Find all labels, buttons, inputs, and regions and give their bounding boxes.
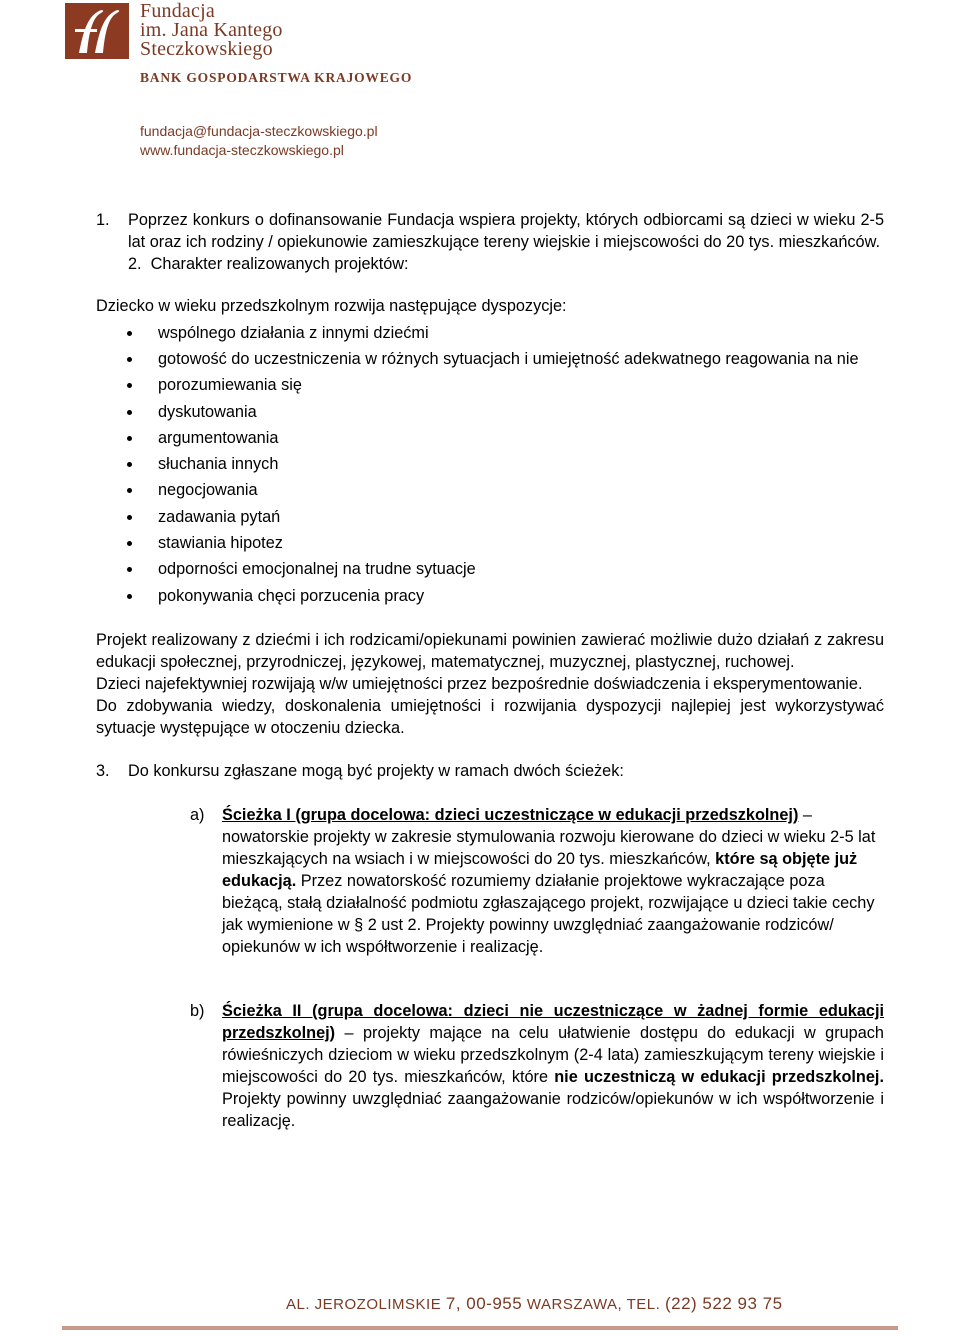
bullet-icon xyxy=(127,594,132,599)
paragraph-experience: Dzieci najefektywniej rozwijają w/w umiejętności przez bezpośrednie doświadczenia i eksperymentowanie. xyxy=(96,674,863,693)
bullet-icon xyxy=(127,515,132,520)
email-link[interactable]: fundacja@fundacja-steczkowskiego.pl xyxy=(140,123,378,139)
list-item: porozumiewania się xyxy=(96,372,884,398)
bullet-list xyxy=(96,320,884,609)
foundation-logo-icon xyxy=(65,3,129,59)
list-item: odporności emocjonalnej na trudne sytuacje xyxy=(96,556,884,582)
bullet-icon xyxy=(127,541,132,546)
path-b-text: Ścieżka II (grupa docelowa: dzieci nie uczestniczące w żadnej formie edukacji przedszkolnej) – projekty mające na celu ułatwienie dostępu do edukacji w grupach rówieśniczych dzieciom w wieku przedszkolnym (2-4 lata) zamieszkującym tereny wiejskie i miejscowości do 20 tys. mieszkańców, które nie uczestniczą w edukacji przedszkolnej. Projekty powinny uwzględniać zaangażowanie rodziców/opiekunów w ich współtworzenie i realizację. xyxy=(222,1001,884,1130)
bullet-icon xyxy=(127,567,132,572)
path-b-title: Ścieżka II (grupa docelowa: dzieci nie uczestniczące w żadnej formie edukacji przedszkolnej) xyxy=(222,1001,884,1042)
bullet-icon xyxy=(127,357,132,362)
path-a-text: Ścieżka I (grupa docelowa: dzieci uczestniczące w edukacji przedszkolnej) – nowatorskie projekty w zakresie stymulowania rozwoju kierowane do dzieci w wieku 2-5 lat mieszkających na wsiach i w miejscowości do 20 tys. mieszkańców, które są objęte już edukacją. Przez nowatorskość rozumiemy działanie projektowe wykraczające poza bieżącą, stałą działalność podmiotu zgłaszającego projekt, rozwijające u dzieci takie cechy jak wymienione w § 2 ust 2. Projekty powinny uwzględniać zaangażowanie rodziców/ opiekunów w ich współtworzenie i realizację. xyxy=(222,805,876,956)
org-line-1: Fundacja xyxy=(140,0,215,22)
bank-name: BANK GOSPODARSTWA KRAJOWEGO xyxy=(140,70,413,85)
item-text: Charakter realizowanych projektów: xyxy=(150,255,409,273)
path-letter: a) xyxy=(190,805,205,824)
intro-text: Dziecko w wieku przedszkolnym rozwija następujące dyspozycje: xyxy=(96,297,567,315)
path-letter: b) xyxy=(190,1001,205,1020)
bullet-icon xyxy=(127,488,132,493)
item-text: Do konkursu zgłaszane mogą być projekty w ramach dwóch ścieżek: xyxy=(128,761,624,780)
item-number: 2. xyxy=(128,255,142,273)
item-text: Poprzez konkurs o dofinansowanie Fundacja wspiera projekty, których odbiorcami są dzieci w wieku 2-5 lat oraz ich rodziny / opiekunowie zamieszkujące tereny wiejskie i miejscowości do 20 tys. mieszkańców. xyxy=(128,211,884,251)
item-1 xyxy=(96,209,884,253)
list-item: argumentowania xyxy=(96,425,884,451)
path-a-title: Ścieżka I (grupa docelowa: dzieci uczestniczące w edukacji przedszkolnej) xyxy=(222,805,799,824)
item-3 xyxy=(96,760,884,782)
list-item: stawiania hipotez xyxy=(96,530,884,556)
item-2 xyxy=(96,253,884,275)
item-number: 3. xyxy=(96,761,110,780)
list-item: pokonywania chęci porzucenia pracy xyxy=(96,583,884,609)
paragraph-knowledge: Do zdobywania wiedzy, doskonalenia umiejętności i rozwijania dyspozycji najlepiej jest wykorzystywać sytuacje występujące w otoczeniu dziecka. xyxy=(96,696,884,737)
path-b xyxy=(190,1000,884,1132)
list-item: zadawania pytań xyxy=(96,504,884,530)
list-item: negocjowania xyxy=(96,477,884,503)
bullet-icon xyxy=(127,331,132,336)
path-a xyxy=(190,804,884,958)
bullet-icon xyxy=(127,383,132,388)
paragraph-activities: Projekt realizowany z dziećmi i ich rodzicami/opiekunami powinien zawierać możliwie dużo działań z zakresu edukacji społecznej, przyrodniczej, językowej, matematycznej, muzycznej, plastycznej, ruchowej. xyxy=(96,630,884,671)
foundation-name xyxy=(140,2,283,59)
item-2-line xyxy=(128,253,884,275)
bullet-icon xyxy=(127,462,132,467)
org-line-2: im. Jana Kantego xyxy=(140,19,283,41)
footer-address: AL. JEROZOLIMSKIE 7, 00-955 WARSZAWA, TEL. (22) 522 93 75 xyxy=(286,1294,783,1313)
org-line-3: Steczkowskiego xyxy=(140,38,273,60)
list-item: słuchania innych xyxy=(96,451,884,477)
contact-info xyxy=(140,122,378,160)
item-number: 1. xyxy=(96,211,110,229)
letterhead xyxy=(62,0,482,170)
list-item: gotowość do uczestniczenia w różnych sytuacjach i umiejętność adekwatnego reagowania na nie xyxy=(96,346,884,372)
footer-divider xyxy=(62,1326,898,1330)
bullet-icon xyxy=(127,410,132,415)
bullet-icon xyxy=(127,436,132,441)
list-item: wspólnego działania z innymi dziećmi xyxy=(96,320,884,346)
list-item: dyskutowania xyxy=(96,399,884,425)
document-body xyxy=(96,209,884,1132)
website-link[interactable]: www.fundacja-steczkowskiego.pl xyxy=(140,142,344,158)
